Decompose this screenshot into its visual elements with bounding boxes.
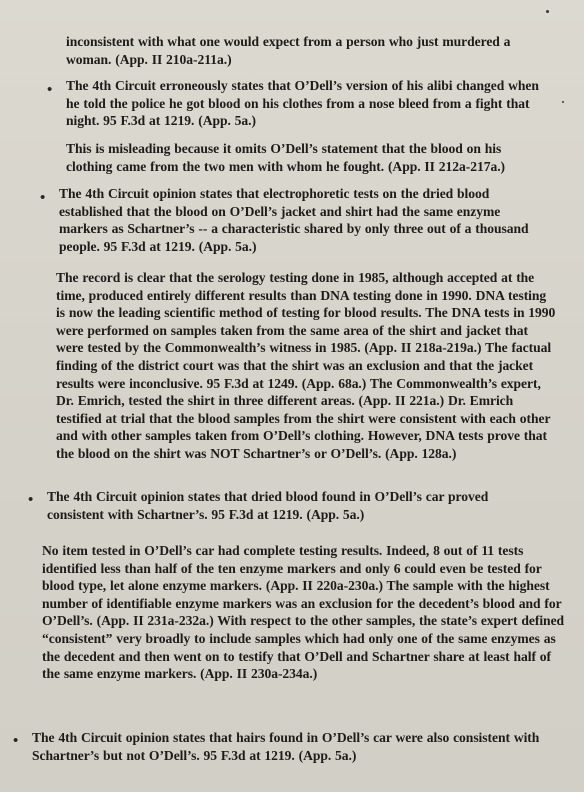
stray-mark [546, 10, 549, 13]
paragraph-hair-claim: The 4th Circuit opinion states that hairs found in O’Dell’s car were also consistent with Schartner’s but not O’Dell’s. 95 F.3d at 1219. (App. 5a.) [32, 730, 540, 763]
paragraph-serology-response: The record is clear that the serology testing done in 1985, although accepted at the time, produced entirely different results than DNA testing done in 1990. DNA testing is now the leading scientific method of testing for blood results. The DNA tests in 1990 were performed on samples taken from the same area of the shirt and jacket that were tested by the Commonwealth’s witness in 1985. (App. II 218a-219a.) The factual finding of the district court was that the shirt was an exclusion and that the jacket results were inconclusive. 95 F.3d at 1249. (App. 68a.) The Commonwealth’s expert, Dr. Emrich, tested the shirt in three different areas. (App. II 221a.) Dr. Emrich testified at trial that the blood samples from the shirt were consistent with each other and with other samples taken from O’Dell’s clothing. However, DNA tests prove that the blood on the shirt was NOT Schartner’s or O’Dell’s. (App. 128a.) [56, 270, 556, 461]
paragraph-car-blood-response: No item tested in O’Dell’s car had complete testing results. Indeed, 8 out of 11 tests identified less than half of the ten enzyme markers and only 6 could even be tested for blood type, let alone enzyme markers. (App. II 220a-230a.) The sample with the highest number of identifiable enzyme markers was an exclusion for the decedent’s blood and for O’Dell’s. (App. II 231a-232a.) With respect to the other samples, the state’s expert defined “consistent” very broadly to include samples which had only one of the same enzymes as the decedent and then went on to testify that O’Dell and Schartner share at least half of the same enzyme markers. (App. II 230a-234a.) [42, 543, 565, 682]
paragraph-alibi-response: This is misleading because it omits O’Dell’s statement that the blood on his clothing came from the two men with whom he fought. (App. II 212a-217a.) [66, 141, 506, 174]
paragraph-alibi-claim: The 4th Circuit erroneously states that O’Dell’s version of his alibi changed when he told the police he got blood on his clothes from a nose bleed from a fight that night. 95 F.3d at 1219. (App. 5a.) [66, 78, 539, 129]
stray-mark [562, 101, 564, 103]
bullet-point: • [13, 733, 19, 749]
bullet-point: • [28, 492, 34, 508]
paragraph-continuation: inconsistent with what one would expect from a person who just murdered a woman. (App. II 210a-211a.) [66, 34, 511, 67]
bullet-point: • [40, 190, 46, 206]
paragraph-electrophoretic-claim: The 4th Circuit opinion states that electrophoretic tests on the dried blood established that the blood on O’Dell’s jacket and shirt had the same enzyme markers as Schartner’s -- a characteristic shared by only three out of a thousand people. 95 F.3d at 1219. (App. 5a.) [59, 186, 529, 254]
paragraph-car-blood-claim: The 4th Circuit opinion states that dried blood found in O’Dell’s car proved consistent with Schartner’s. 95 F.3d at 1219. (App. 5a.) [47, 489, 489, 522]
bullet-point: • [47, 82, 53, 98]
